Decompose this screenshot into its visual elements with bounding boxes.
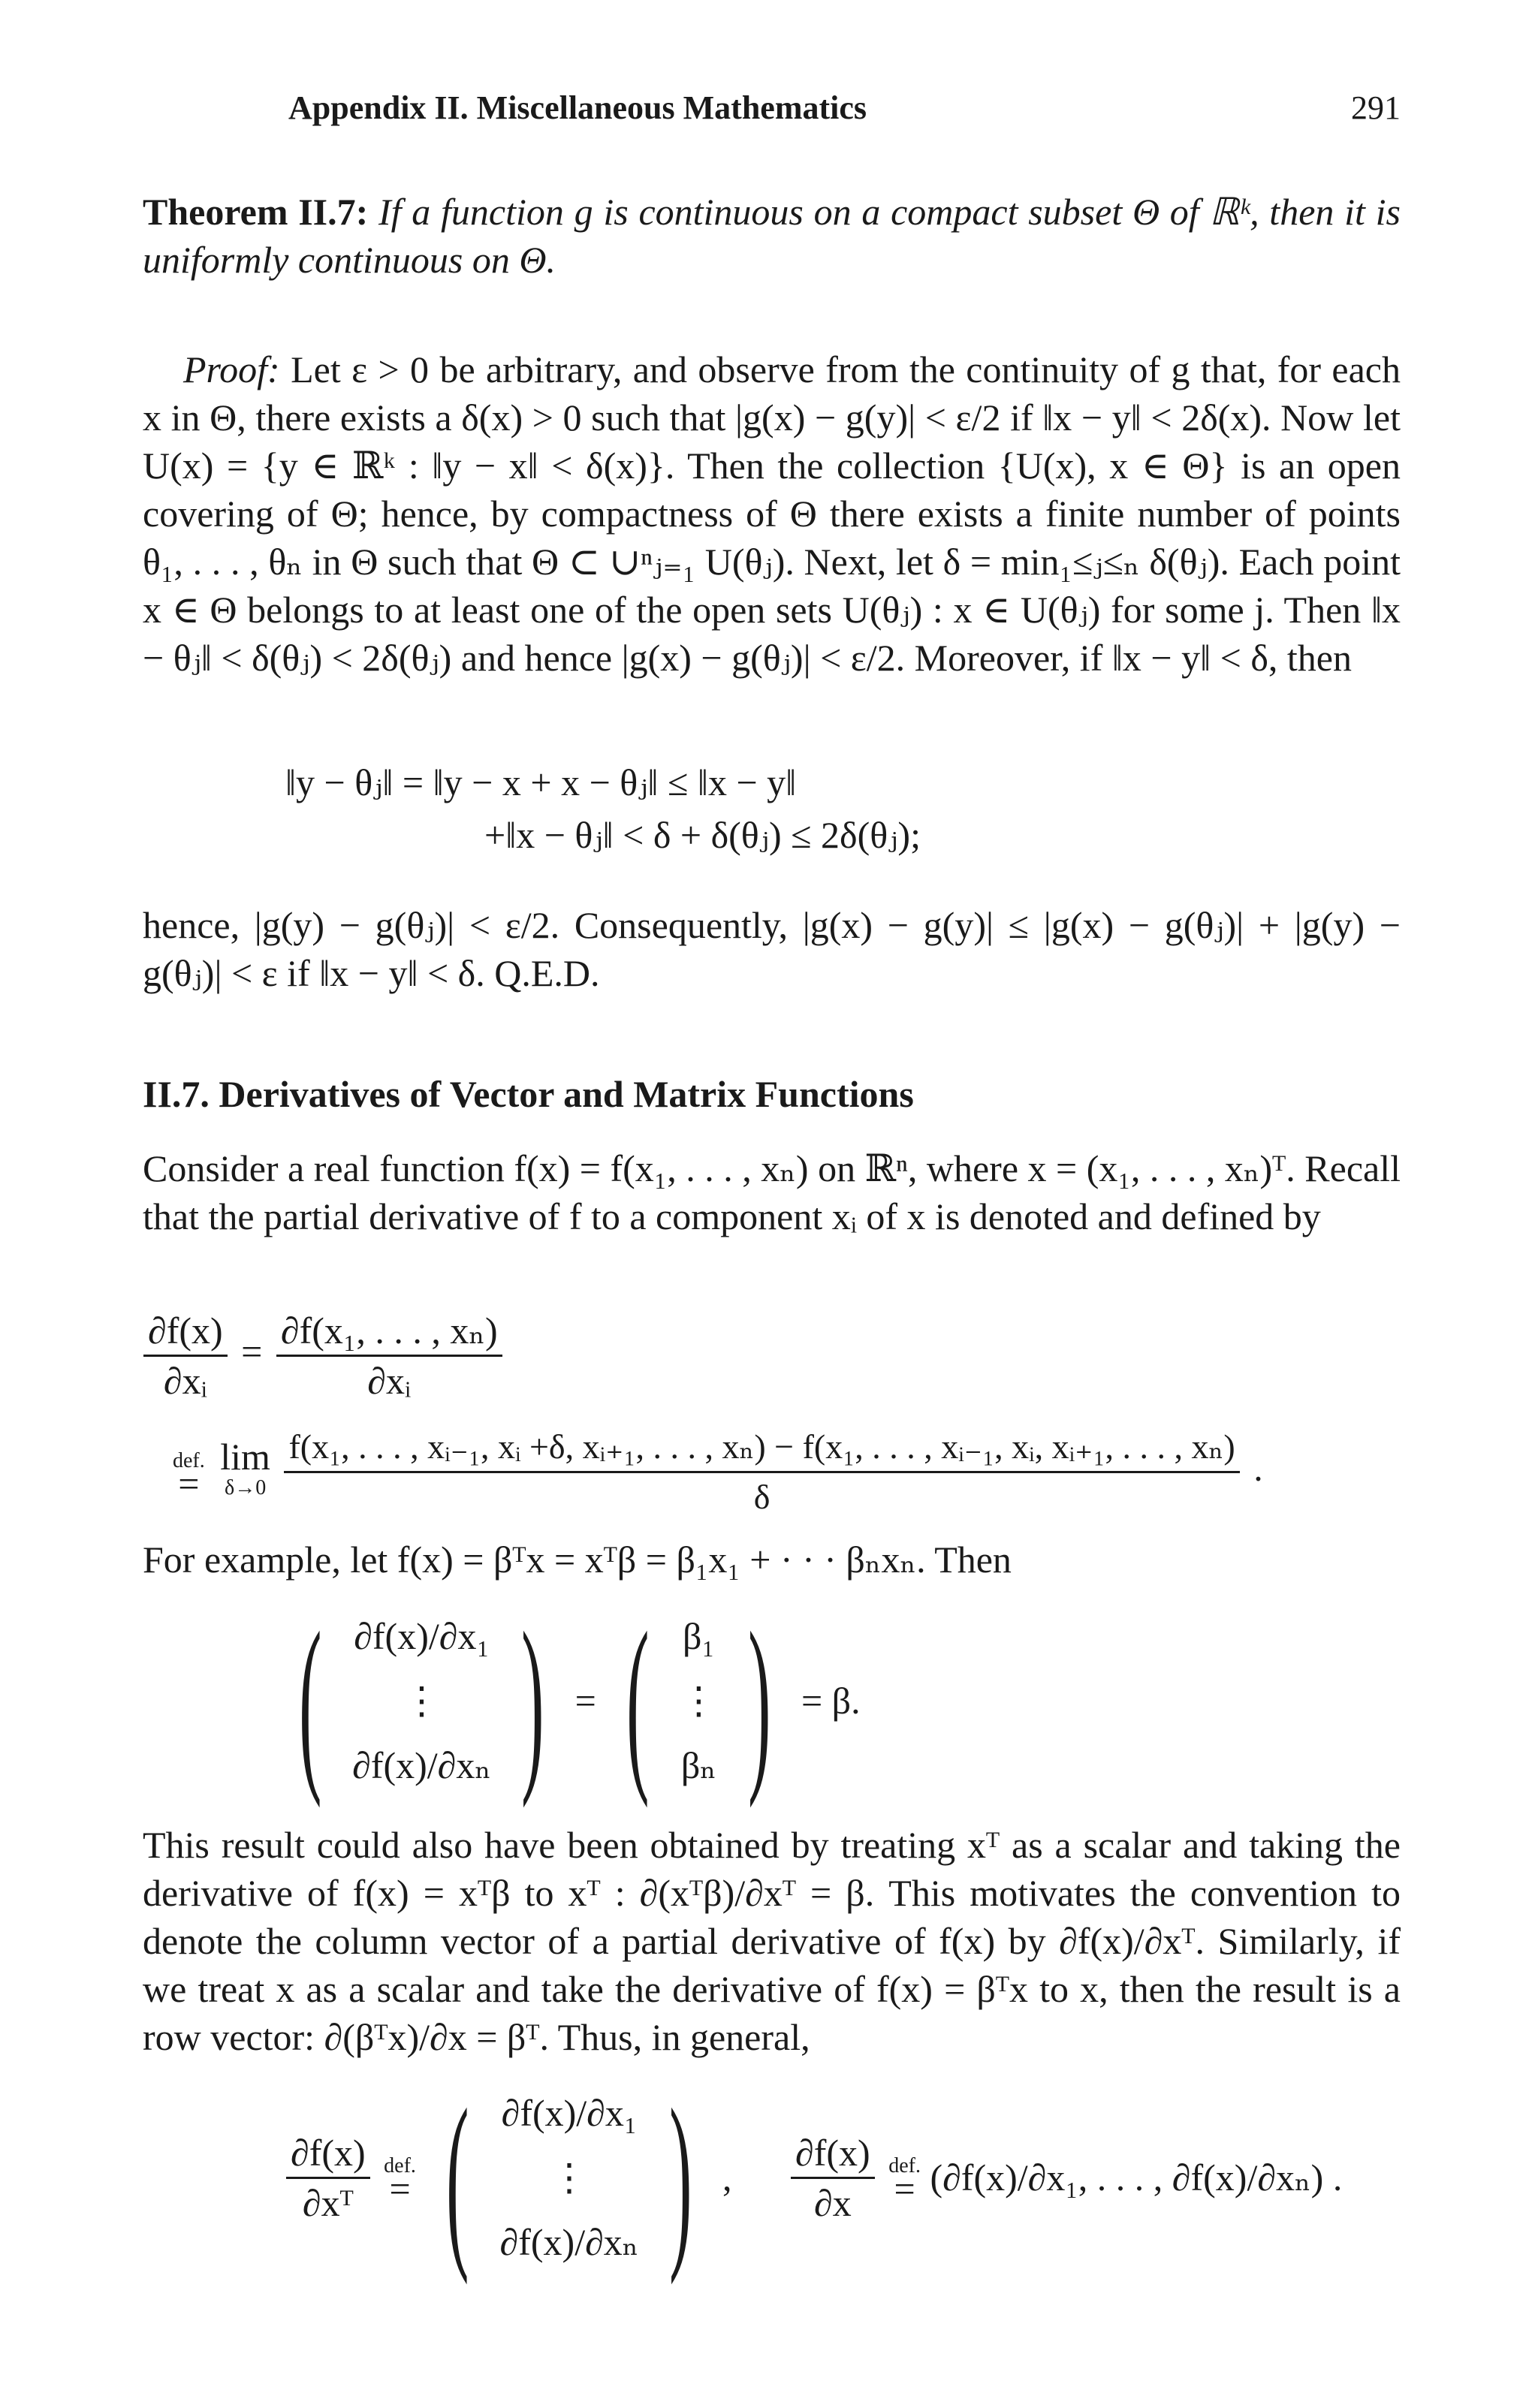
final-definition-equation: $\frac{\partial f(x)}{\text{∂xᵀ}}$ def. = ( ∂f(x)/∂x₁ ⋮ ∂f(x)/∂xₙ ) , $\frac{\partial f(x)}{\partial x}$ def. = (∂f(x)/∂x₁, . . . , ∂f(x)/∂xₙ) . <box>282 2080 1342 2275</box>
fraction-mid: $\frac{\text{∂f(x₁, . . . , xₙ)}}{\text{∂xᵢ}}$ <box>276 1306 502 1405</box>
proof-conclusion: hence, |g(y) − g(θⱼ)| < ε/2. Consequently, |g(x) − g(y)| ≤ |g(x) − g(θⱼ)| + |g(y) − g(θⱼ)| < ε if ‖x − y‖ < δ. Q.E.D. <box>143 904 1401 994</box>
vector-beta: β₁ ⋮ βₙ <box>680 1615 718 1786</box>
proof-label: Proof: <box>183 348 280 390</box>
vector-partials: ∂f(x)/∂x₁ ⋮ ∂f(x)/∂xₙ <box>352 1615 491 1786</box>
proof-equation-line-1: ‖y − θⱼ‖ = ‖y − x + x − θⱼ‖ ≤ ‖x − y‖ <box>285 761 797 803</box>
final-column-vector: ∂f(x)/∂x₁ ⋮ ∂f(x)/∂xₙ <box>499 2092 639 2263</box>
proof-text: Let ε > 0 be arbitrary, and observe from the continuity of g that, for each x in Θ, there exists a δ(x) > 0 such that |g(x) − g(y)| < ε/2 if ‖x − y‖ < 2δ(x). Now let U(x) = {y ∈ ℝᵏ : ‖y − x‖ < δ(x)}. Then the collection {U(x), x ∈ Θ} is an open covering of Θ; hence, by compactness of Θ there exists a finite number of points θ₁, . . . , θₙ in Θ such that Θ ⊂ ∪ⁿⱼ₌₁ U(θⱼ). Next, let δ = min₁≤ⱼ≤ₙ δ(θⱼ). Each point x ∈ Θ belongs to at least one of the open sets U(θⱼ) : x ∈ U(θⱼ) for some j. Then ‖x − θⱼ‖ < δ(θⱼ) < 2δ(θⱼ) and hence |g(x) − g(θⱼ)| < ε/2. Moreover, if ‖x − y‖ < δ, then <box>143 348 1401 679</box>
example-text: For example, let f(x) = βᵀx = xᵀβ = β₁x₁ + · · · βₙxₙ. Then <box>143 1539 1012 1581</box>
proof-paragraph <box>143 345 1401 682</box>
partial-derivative-definition-line-1: $\frac{\partial f(x)}{\text{∂xᵢ}}$ = $\frac{\text{∂f(x₁, . . . , xₙ)}}{\text{∂xᵢ}}$ <box>139 1306 507 1405</box>
theorem-text: If a function g is continuous on a compact subset Θ of ℝᵏ, then it is uniformly continuous on Θ. <box>143 191 1401 281</box>
theorem <box>143 188 1401 284</box>
partial-derivative-definition-line-2: def. = lim δ→0 f(x₁, . . . , xᵢ₋₁, xᵢ +δ, xᵢ₊₁, . . . , xₙ) − f(x₁, . . . , xᵢ₋₁, xᵢ, xᵢ₊₁, . . . , xₙ) δ . <box>173 1423 1263 1521</box>
final-lhs-fraction: $\frac{\partial f(x)}{\text{∂xᵀ}}$ <box>286 2129 370 2227</box>
section-heading: II.7. Derivatives of Vector and Matrix Functions <box>143 1073 914 1115</box>
convention-paragraph: This result could also have been obtained by treating xᵀ as a scalar and taking the derivative of f(x) = xᵀβ to xᵀ : ∂(xᵀβ)/∂xᵀ = β. This motivates the convention to denote the column vector of a partial derivative of f(x) by ∂f(x)/∂xᵀ. Similarly, if we treat x as a scalar and take the derivative of f(x) = βᵀx to x, then the result is a row vector: ∂(βᵀx)/∂x = βᵀ. Thus, in general, <box>143 1824 1401 2058</box>
fraction-lhs: $\frac{\partial f(x)}{\text{∂xᵢ}}$ <box>143 1306 228 1405</box>
vector-equation: ( ∂f(x)/∂x₁ ⋮ ∂f(x)/∂xₙ ) = ( β₁ ⋮ βₙ ) = β. <box>299 1593 861 1809</box>
section-intro: Consider a real function f(x) = f(x₁, . . . , xₙ) on ℝⁿ, where x = (x₁, . . . , xₙ)ᵀ. Recall that the partial derivative of f to a component xᵢ of x is denoted and defined by <box>143 1147 1401 1237</box>
final-row-vector: (∂f(x)/∂x₁, . . . , ∂f(x)/∂xₙ) . <box>930 2156 1343 2199</box>
page-number: 291 <box>1351 89 1401 126</box>
running-header: Appendix II. Miscellaneous Mathematics <box>288 89 867 126</box>
proof-equation-line-2: +‖x − θⱼ‖ < δ + δ(θⱼ) ≤ 2δ(θⱼ); <box>484 814 921 856</box>
theorem-label: Theorem II.7: <box>143 191 369 233</box>
final-rhs-fraction: $\frac{\partial f(x)}{\partial x}$ <box>791 2129 875 2227</box>
limit-fraction: f(x₁, . . . , xᵢ₋₁, xᵢ +δ, xᵢ₊₁, . . . , xₙ) − f(x₁, . . . , xᵢ₋₁, xᵢ, xᵢ₊₁, . . . , xₙ) δ <box>284 1423 1239 1521</box>
